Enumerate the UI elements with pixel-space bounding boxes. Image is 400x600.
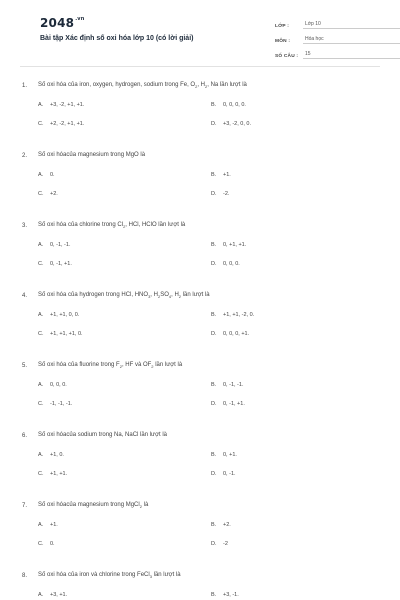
question-text-part: Số oxi hóacủa magnesium trong MgO là xyxy=(38,152,146,159)
subscript: 2 xyxy=(157,294,161,300)
question-text-part: lần lượt là xyxy=(181,292,210,299)
answer-option[interactable] xyxy=(211,539,384,549)
answer-options xyxy=(22,450,382,479)
question-text-part: Số oxi hóacủa magnesium trong MgCl xyxy=(38,502,140,509)
question-text xyxy=(38,572,382,579)
answer-option[interactable] xyxy=(38,590,211,600)
option-letter: A. xyxy=(38,242,44,248)
option-letter: D. xyxy=(211,541,217,547)
question-item xyxy=(22,150,382,220)
option-letter: A. xyxy=(38,172,44,178)
option-letter: D. xyxy=(211,261,217,267)
answer-option[interactable] xyxy=(211,189,384,199)
option-text: 0, 0, 0. xyxy=(50,382,67,388)
option-text: +1. xyxy=(223,172,231,178)
option-text: 0, -1. xyxy=(223,471,236,477)
question-text-part: Số oxi hóa của iron, oxygen, hydrogen, sodium trong Fe, O xyxy=(38,82,196,89)
question-text-part: là xyxy=(141,502,149,509)
question-line xyxy=(22,150,382,162)
answer-option[interactable] xyxy=(211,399,384,409)
option-text: -2 xyxy=(223,541,228,547)
question-text-part: SO xyxy=(160,292,169,299)
subscript: 2 xyxy=(119,364,122,370)
option-text: +3, +1. xyxy=(50,592,68,598)
question-item xyxy=(22,570,382,600)
document-title: Bài tập Xác định số oxi hóa lớp 10 (có lời giải) xyxy=(40,35,194,42)
option-text: +2, -2, +1, +1. xyxy=(50,121,85,127)
option-text: 0, -1, +1. xyxy=(50,261,72,267)
question-number: 6. xyxy=(22,433,28,439)
option-letter: A. xyxy=(38,452,44,458)
option-letter: A. xyxy=(38,592,44,598)
option-text: 0, +1, +1. xyxy=(223,242,247,248)
answer-option[interactable] xyxy=(38,310,211,320)
option-letter: C. xyxy=(38,191,44,197)
question-text-part: , H xyxy=(197,82,205,89)
question-item xyxy=(22,80,382,150)
question-text xyxy=(38,82,382,89)
answer-option[interactable] xyxy=(38,100,211,110)
option-letter: C. xyxy=(38,331,44,337)
option-text: 0, 0, 0, +1. xyxy=(223,331,250,337)
option-letter: A. xyxy=(38,382,44,388)
answer-option[interactable] xyxy=(211,450,384,460)
question-text-part: Số oxi hóa của fluorine trong F xyxy=(38,362,120,369)
question-text xyxy=(38,292,382,299)
question-number: 3. xyxy=(22,223,28,229)
option-letter: B. xyxy=(211,382,217,388)
question-number: 4. xyxy=(22,293,28,299)
question-text-part: , H xyxy=(171,292,179,299)
worksheet-header xyxy=(20,0,380,60)
question-text xyxy=(38,432,382,439)
subscript: 2 xyxy=(195,84,198,90)
subscript: 2 xyxy=(139,504,142,510)
meta-value: Hóa học xyxy=(303,36,400,44)
question-line xyxy=(22,290,382,302)
option-letter: B. xyxy=(211,522,217,528)
answer-option[interactable] xyxy=(38,170,211,180)
question-text xyxy=(38,152,382,159)
question-number: 2. xyxy=(22,153,28,159)
option-letter: C. xyxy=(38,541,44,547)
answer-option[interactable] xyxy=(211,329,384,339)
option-text: +3, -2, +1, +1. xyxy=(50,102,85,108)
question-text-part: lần lượt là xyxy=(153,362,183,369)
meta-row-subject xyxy=(275,31,400,44)
answer-option[interactable] xyxy=(38,469,211,479)
option-text: +2. xyxy=(223,522,231,528)
question-number: 7. xyxy=(22,503,28,509)
meta-box xyxy=(275,16,400,61)
question-line xyxy=(22,220,382,232)
question-line xyxy=(22,80,382,92)
question-text-part: lần lượt là xyxy=(151,572,181,579)
option-letter: B. xyxy=(211,452,217,458)
answer-option[interactable] xyxy=(211,170,384,180)
option-letter: C. xyxy=(38,471,44,477)
answer-option[interactable] xyxy=(38,329,211,339)
site-logo[interactable] xyxy=(40,16,85,30)
answer-option[interactable] xyxy=(211,259,384,269)
question-text xyxy=(38,362,382,369)
answer-option[interactable] xyxy=(38,189,211,199)
answer-options xyxy=(22,520,382,549)
answer-options xyxy=(22,240,382,269)
answer-option[interactable] xyxy=(211,590,384,600)
question-text xyxy=(38,222,382,229)
answer-options xyxy=(22,100,382,129)
option-text: 0. xyxy=(50,172,55,178)
logo-suffix: .vn xyxy=(75,16,85,22)
option-letter: B. xyxy=(211,312,217,318)
question-text-part: Số oxi hóacủa sodium trong Na, NaCl lần lượt là xyxy=(38,432,168,439)
question-text-part: Số oxi hóa của iron và chlorine trong FeCl xyxy=(38,572,150,579)
subscript: 3 xyxy=(149,574,152,580)
answer-option[interactable] xyxy=(38,450,211,460)
subscript: 2 xyxy=(205,84,208,90)
option-letter: D. xyxy=(211,401,217,407)
meta-value: Lớp 10 xyxy=(303,21,400,29)
option-letter: B. xyxy=(211,102,217,108)
option-text: +3, -2, 0, 0. xyxy=(223,121,251,127)
answer-option[interactable] xyxy=(38,240,211,250)
option-letter: B. xyxy=(211,172,217,178)
option-text: +1, 0. xyxy=(50,452,64,458)
question-item xyxy=(22,360,382,430)
option-text: +3, -1. xyxy=(223,592,239,598)
answer-option[interactable] xyxy=(38,539,211,549)
answer-option[interactable] xyxy=(38,119,211,129)
question-number: 5. xyxy=(22,363,28,369)
option-text: 0, 0, 0. xyxy=(223,261,240,267)
option-text: +2. xyxy=(50,191,58,197)
question-item xyxy=(22,500,382,570)
answer-option[interactable] xyxy=(211,310,384,320)
answer-options xyxy=(22,590,382,600)
option-letter: D. xyxy=(211,121,217,127)
logo-text: 2048 xyxy=(40,16,75,30)
meta-label: MÔN : xyxy=(275,39,291,44)
answer-option[interactable] xyxy=(38,520,211,530)
question-text-part: Số oxi hóa của hydrogen trong HCl, HNO xyxy=(38,292,149,299)
option-letter: D. xyxy=(211,191,217,197)
meta-row-class xyxy=(275,16,400,29)
question-line xyxy=(22,570,382,582)
answer-option[interactable] xyxy=(211,119,384,129)
answer-option[interactable] xyxy=(38,380,211,390)
subscript: 2 xyxy=(151,364,154,370)
answer-option[interactable] xyxy=(211,380,384,390)
question-item xyxy=(22,290,382,360)
question-item xyxy=(22,430,382,500)
option-letter: C. xyxy=(38,121,44,127)
option-text: -1, -1, -1. xyxy=(50,401,73,407)
option-letter: C. xyxy=(38,261,44,267)
question-text-part: , HF và OF xyxy=(121,362,152,369)
option-letter: B. xyxy=(211,242,217,248)
option-letter: D. xyxy=(211,331,217,337)
question-text-part: , HCl, HClO lần lượt là xyxy=(125,222,186,229)
meta-value: 15 xyxy=(303,51,400,59)
subscript: 2 xyxy=(123,224,126,230)
answer-option[interactable] xyxy=(211,100,384,110)
option-text: +1, +1, +1, 0. xyxy=(50,331,83,337)
question-line xyxy=(22,360,382,372)
question-line xyxy=(22,430,382,442)
option-text: 0. xyxy=(50,541,55,547)
question-number: 1. xyxy=(22,83,28,89)
question-text-part: Số oxi hóa của chlorine trong Cl xyxy=(38,222,124,229)
option-text: +1, +1. xyxy=(50,471,68,477)
option-text: 0, -1, -1. xyxy=(50,242,71,248)
option-letter: A. xyxy=(38,312,44,318)
answer-option[interactable] xyxy=(211,520,384,530)
option-text: +1, +1, -2, 0. xyxy=(223,312,255,318)
answer-option[interactable] xyxy=(211,469,384,479)
answer-option[interactable] xyxy=(38,399,211,409)
meta-label: SỐ CÂU : xyxy=(275,54,299,59)
question-line xyxy=(22,500,382,512)
option-text: 0, -1, -1. xyxy=(223,382,244,388)
answer-option[interactable] xyxy=(211,240,384,250)
option-text: 0, 0, 0, 0. xyxy=(223,102,246,108)
question-text-part: , Na lần lượt là xyxy=(207,82,247,89)
answer-option[interactable] xyxy=(38,259,211,269)
header-divider xyxy=(20,66,380,67)
question-text-part: , H xyxy=(150,292,158,299)
option-letter: D. xyxy=(211,471,217,477)
option-letter: A. xyxy=(38,522,44,528)
option-text: 0, +1. xyxy=(223,452,237,458)
question-list xyxy=(22,80,382,600)
answer-options xyxy=(22,380,382,409)
option-letter: A. xyxy=(38,102,44,108)
question-item xyxy=(22,220,382,290)
meta-label: LỚP : xyxy=(275,24,290,29)
meta-row-question-count xyxy=(275,46,400,59)
answer-options xyxy=(22,310,382,339)
option-text: +1. xyxy=(50,522,58,528)
subscript: 3 xyxy=(148,294,151,300)
answer-options xyxy=(22,170,382,199)
option-letter: B. xyxy=(211,592,217,598)
subscript: 4 xyxy=(168,294,172,300)
option-text: +1, +1, 0, 0. xyxy=(50,312,80,318)
question-number: 8. xyxy=(22,573,28,579)
option-text: -2. xyxy=(223,191,230,197)
option-letter: C. xyxy=(38,401,44,407)
option-text: 0, -1, +1. xyxy=(223,401,245,407)
question-text xyxy=(38,502,382,509)
subscript: 2 xyxy=(178,294,182,300)
